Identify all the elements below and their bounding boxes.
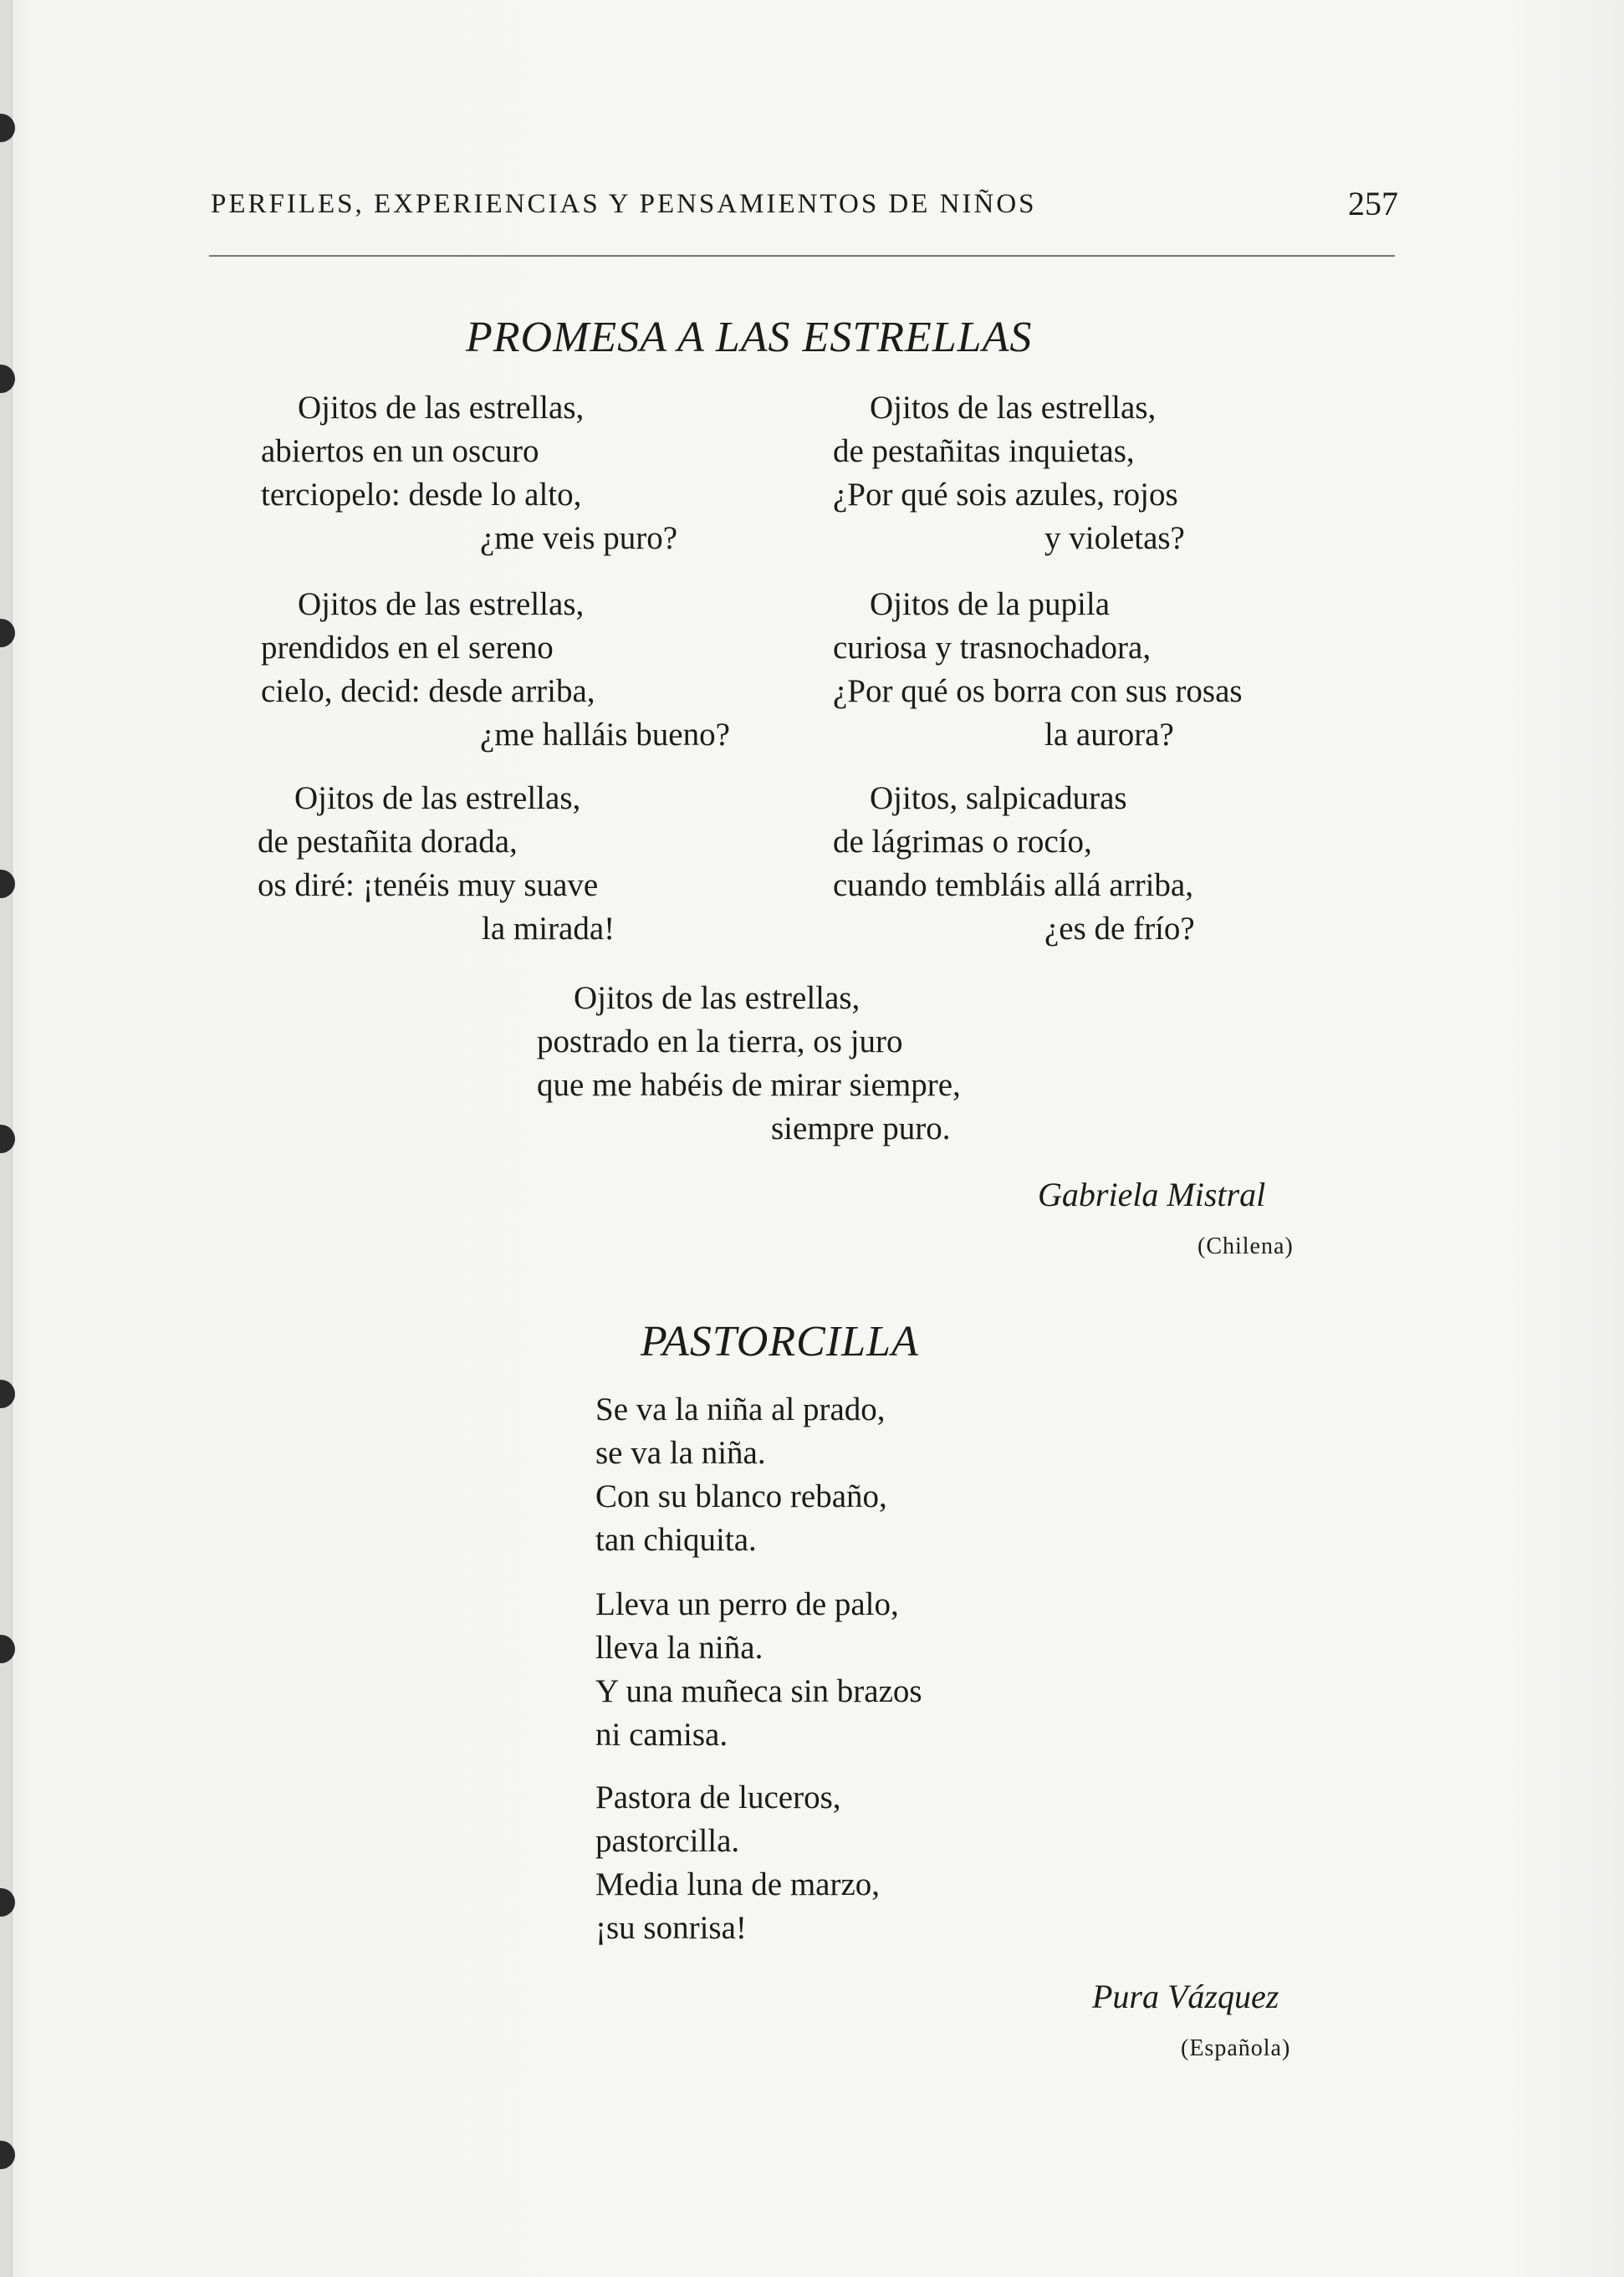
verse-line: os diré: ¡tenéis muy suave (258, 867, 599, 903)
verse-line: postrado en la tierra, os juro (537, 1024, 903, 1059)
verse-line: Con su blanco rebaño, (595, 1478, 887, 1514)
verse-line: ¿me halláis bueno? (480, 717, 730, 753)
verse-line: Se va la niña al prado, (595, 1391, 886, 1427)
running-head (211, 185, 1398, 222)
verse-line: tan chiquita. (595, 1522, 757, 1558)
verse-line: Lleva un perro de palo, (595, 1586, 899, 1622)
verse-line: la aurora? (1044, 717, 1174, 753)
verse-line: Pastora de luceros, (595, 1779, 841, 1815)
verse-line: Ojitos de las estrellas, (298, 390, 585, 426)
binder-hole (0, 1635, 15, 1663)
stanza (833, 386, 1185, 560)
binder-hole (0, 1125, 15, 1153)
author-nationality: (Española) (1181, 2035, 1291, 2061)
verse-line: ¿Por qué sois azules, rojos (833, 477, 1178, 513)
stanza (833, 583, 1243, 757)
verse-line: Ojitos de las estrellas, (298, 586, 585, 622)
verse-line: y violetas? (1044, 520, 1185, 556)
verse-line: Ojitos de las estrellas, (294, 780, 581, 816)
final-stanza (537, 977, 961, 1151)
page-number: 257 (1348, 185, 1398, 222)
stanza (595, 1776, 880, 1950)
verse-line: Y una muñeca sin brazos (595, 1673, 922, 1709)
verse-line: lleva la niña. (595, 1630, 763, 1666)
verse-line: de pestañitas inquietas, (833, 433, 1135, 469)
author-name: Pura Vázquez (1092, 1978, 1279, 2015)
running-head-title: PERFILES, EXPERIENCIAS Y PENSAMIENTOS DE NIÑOS (211, 189, 1037, 219)
verse-line: se va la niña. (595, 1435, 766, 1471)
verse-line: siempre puro. (771, 1110, 951, 1146)
verse-line: que me habéis de mirar siempre, (537, 1067, 961, 1103)
binder-hole (0, 619, 15, 647)
author-nationality: (Chilena) (1198, 1233, 1294, 1259)
verse-line: Ojitos de las estrellas, (870, 390, 1157, 426)
verse-line: cuando tembláis allá arriba, (833, 867, 1193, 903)
poem-title: PROMESA A LAS ESTRELLAS (466, 314, 1033, 361)
stanza (833, 777, 1195, 951)
binder-hole (0, 870, 15, 898)
verse-line: Ojitos de la pupila (870, 586, 1111, 622)
stanza (261, 583, 730, 757)
binder-hole (0, 365, 15, 393)
poem-title: PASTORCILLA (641, 1318, 919, 1366)
binder-hole (0, 1888, 15, 1917)
verse-line: cielo, decid: desde arriba, (261, 673, 595, 709)
stanza (595, 1388, 887, 1562)
verse-line: la mirada! (482, 911, 615, 947)
verse-line: pastorcilla. (595, 1823, 740, 1859)
verse-line: ¿me veis puro? (480, 520, 678, 556)
binder-hole (0, 114, 15, 142)
verse-line: Media luna de marzo, (595, 1866, 881, 1902)
verse-line: Ojitos de las estrellas, (574, 980, 861, 1016)
verse-line: ¿Por qué os borra con sus rosas (833, 673, 1243, 709)
verse-line: curiosa y trasnochadora, (833, 630, 1152, 666)
verse-line: Ojitos, salpicaduras (870, 780, 1127, 816)
author-name: Gabriela Mistral (1038, 1176, 1266, 1213)
verse-line: ni camisa. (595, 1717, 728, 1753)
stanza (261, 386, 677, 560)
stanza (595, 1583, 922, 1757)
stanza (258, 777, 615, 951)
verse-line: prendidos en el sereno (261, 630, 554, 666)
binder-hole (0, 2141, 15, 2169)
verse-line: ¡su sonrisa! (595, 1910, 747, 1946)
binder-hole (0, 1380, 15, 1408)
verse-line: de pestañita dorada, (258, 824, 518, 860)
verse-line: ¿es de frío? (1044, 911, 1195, 947)
verse-line: de lágrimas o rocío, (833, 824, 1092, 860)
header-rule (209, 255, 1395, 257)
verse-line: abiertos en un oscuro (261, 433, 539, 469)
verse-line: terciopelo: desde lo alto, (261, 477, 582, 513)
